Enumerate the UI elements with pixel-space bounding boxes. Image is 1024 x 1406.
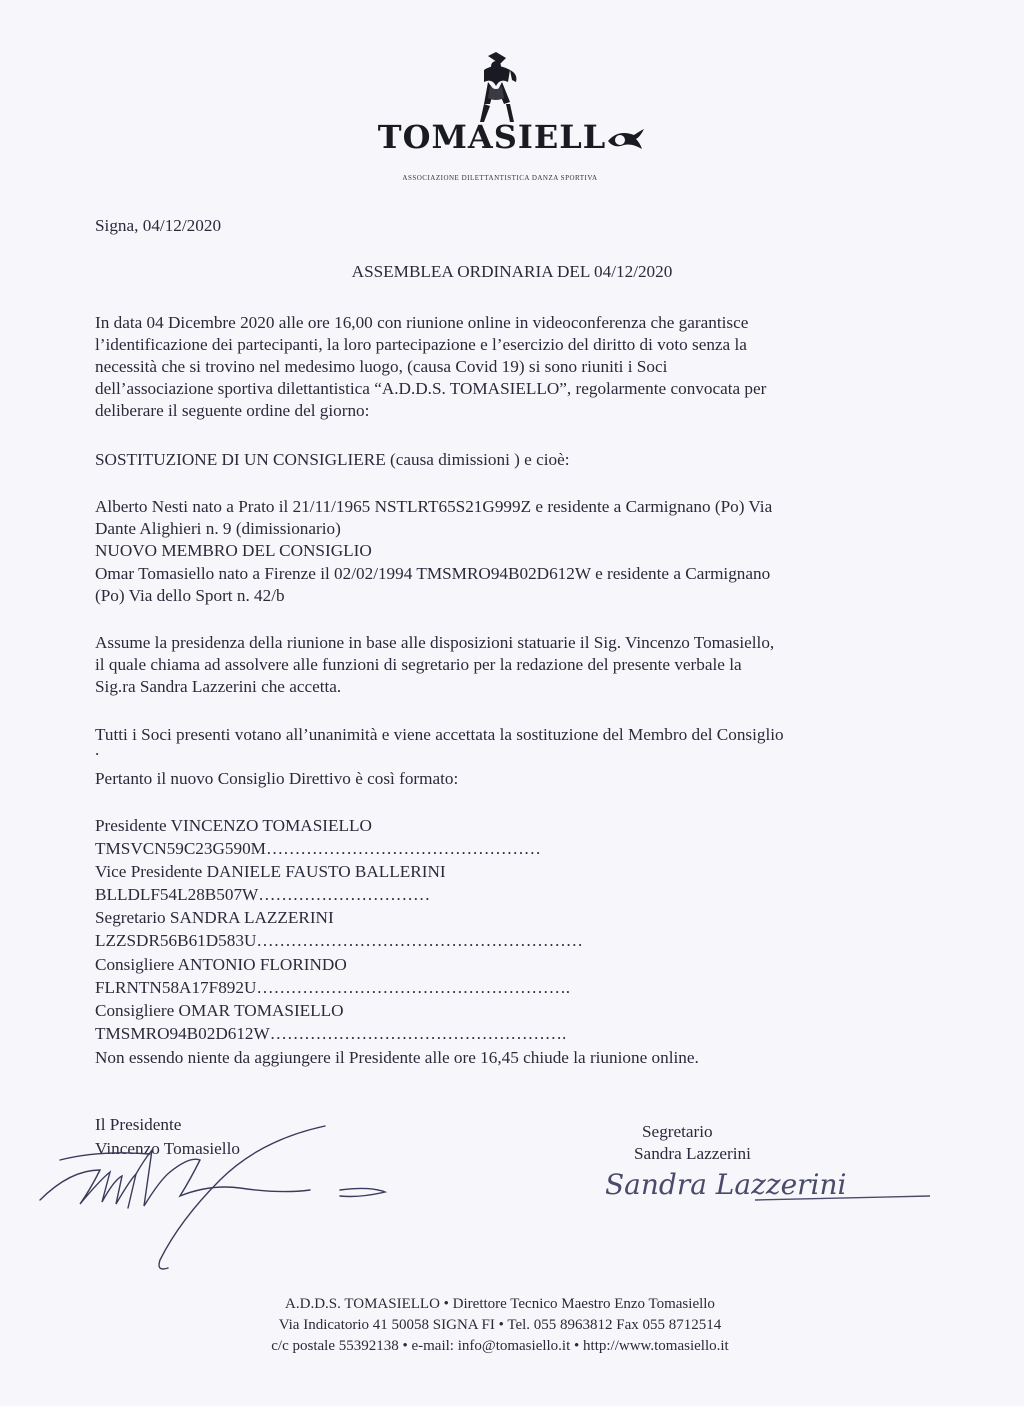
board-intro: Pertanto il nuovo Consiglio Direttivo è così formato: bbox=[95, 769, 459, 788]
secretary-role: Segretario bbox=[642, 1122, 713, 1141]
presidency-line: Assume la presidenza della riunione in base alle disposizioni statuarie il Sig. Vincenzo Tomasiello, bbox=[95, 633, 775, 652]
dancers-logo-icon bbox=[466, 52, 526, 124]
board-line: Segretario SANDRA LAZZERINI bbox=[95, 908, 334, 927]
intro-line: deliberare il seguente ordine del giorno: bbox=[95, 401, 370, 420]
replacement-line: Dante Alighieri n. 9 (dimissionario) bbox=[95, 519, 341, 538]
intro-line: l’identificazione dei partecipanti, la loro partecipazione e l’esercizio del diritto di voto senza la bbox=[95, 335, 747, 354]
secretary-name: Sandra Lazzerini bbox=[634, 1144, 751, 1163]
letterhead-subtitle: ASSOCIAZIONE DILETTANTISTICA DANZA SPORTIVA bbox=[402, 174, 598, 182]
footer-line: A.D.D.S. TOMASIELLO • Direttore Tecnico Maestro Enzo Tomasiello bbox=[285, 1296, 715, 1312]
footer-line: c/c postale 55392138 • e-mail: info@tomasiello.it • http://www.tomasiello.it bbox=[271, 1338, 729, 1354]
place-date: Signa, 04/12/2020 bbox=[95, 216, 222, 235]
board-line: TMSMRO94B02D612W……………………………………………. bbox=[95, 1024, 567, 1043]
closing-line: Non essendo niente da aggiungere il Presidente alle ore 16,45 chiude la riunione online. bbox=[95, 1048, 699, 1067]
president-signature bbox=[40, 1120, 400, 1280]
board-line: Consigliere OMAR TOMASIELLO bbox=[95, 1001, 344, 1020]
replacement-line: Omar Tomasiello nato a Firenze il 02/02/1994 TMSMRO94B02D612W e residente a Carmignano bbox=[95, 564, 771, 583]
replacement-line: (Po) Via dello Sport n. 42/b bbox=[95, 586, 285, 605]
board-line: TMSVCN59C23G590M………………………………………… bbox=[95, 839, 541, 858]
board-line: FLRNTN58A17F892U………………………………………………. bbox=[95, 978, 571, 997]
secretary-signature bbox=[595, 1160, 945, 1210]
intro-line: necessità che si trovino nel medesimo luogo, (causa Covid 19) si sono riuniti i Soci bbox=[95, 357, 668, 376]
president-role: Il Presidente bbox=[95, 1115, 182, 1134]
board-line: LZZSDR56B61D583U………………………………………………… bbox=[95, 931, 583, 950]
board-line: Presidente VINCENZO TOMASIELLO bbox=[95, 816, 372, 835]
replacement-line: Alberto Nesti nato a Prato il 21/11/1965 NSTLRT65S21G999Z e residente a Carmignano (Po) Via bbox=[95, 497, 773, 516]
swallow-icon bbox=[606, 127, 646, 153]
intro-line: dell’associazione sportiva dilettantistica “A.D.D.S. TOMASIELLO”, regolarmente convocata per bbox=[95, 379, 767, 398]
logo-name: TOMASIELL bbox=[377, 118, 607, 156]
agenda-item: SOSTITUZIONE DI UN CONSIGLIERE (causa dimissioni ) e cioè: bbox=[95, 450, 570, 469]
presidency-line: il quale chiama ad assolvere alle funzioni di segretario per la redazione del presente verbale la bbox=[95, 655, 742, 674]
intro-line: In data 04 Dicembre 2020 alle ore 16,00 con riunione online in videoconferenza che garantisce bbox=[95, 313, 749, 332]
vote-line: Tutti i Soci presenti votano all’unanimità e viene accettata la sostituzione del Membro del Consiglio bbox=[95, 725, 784, 744]
replacement-line: NUOVO MEMBRO DEL CONSIGLIO bbox=[95, 541, 372, 560]
board-line: Consigliere ANTONIO FLORINDO bbox=[95, 955, 347, 974]
document-title: ASSEMBLEA ORDINARIA DEL 04/12/2020 bbox=[351, 262, 673, 281]
presidency-line: Sig.ra Sandra Lazzerini che accetta. bbox=[95, 677, 342, 696]
vote-line: . bbox=[95, 740, 100, 759]
footer-line: Via Indicatorio 41 50058 SIGNA FI • Tel. 055 8963812 Fax 055 8712514 bbox=[278, 1317, 722, 1333]
letterhead-logo bbox=[0, 118, 1024, 156]
board-line: BLLDLF54L28B507W………………………… bbox=[95, 885, 431, 904]
president-name: Vincenzo Tomasiello bbox=[95, 1139, 240, 1158]
board-line: Vice Presidente DANIELE FAUSTO BALLERINI bbox=[95, 862, 446, 881]
secretary-handwriting: Sandra Lazzerini bbox=[605, 1168, 847, 1201]
